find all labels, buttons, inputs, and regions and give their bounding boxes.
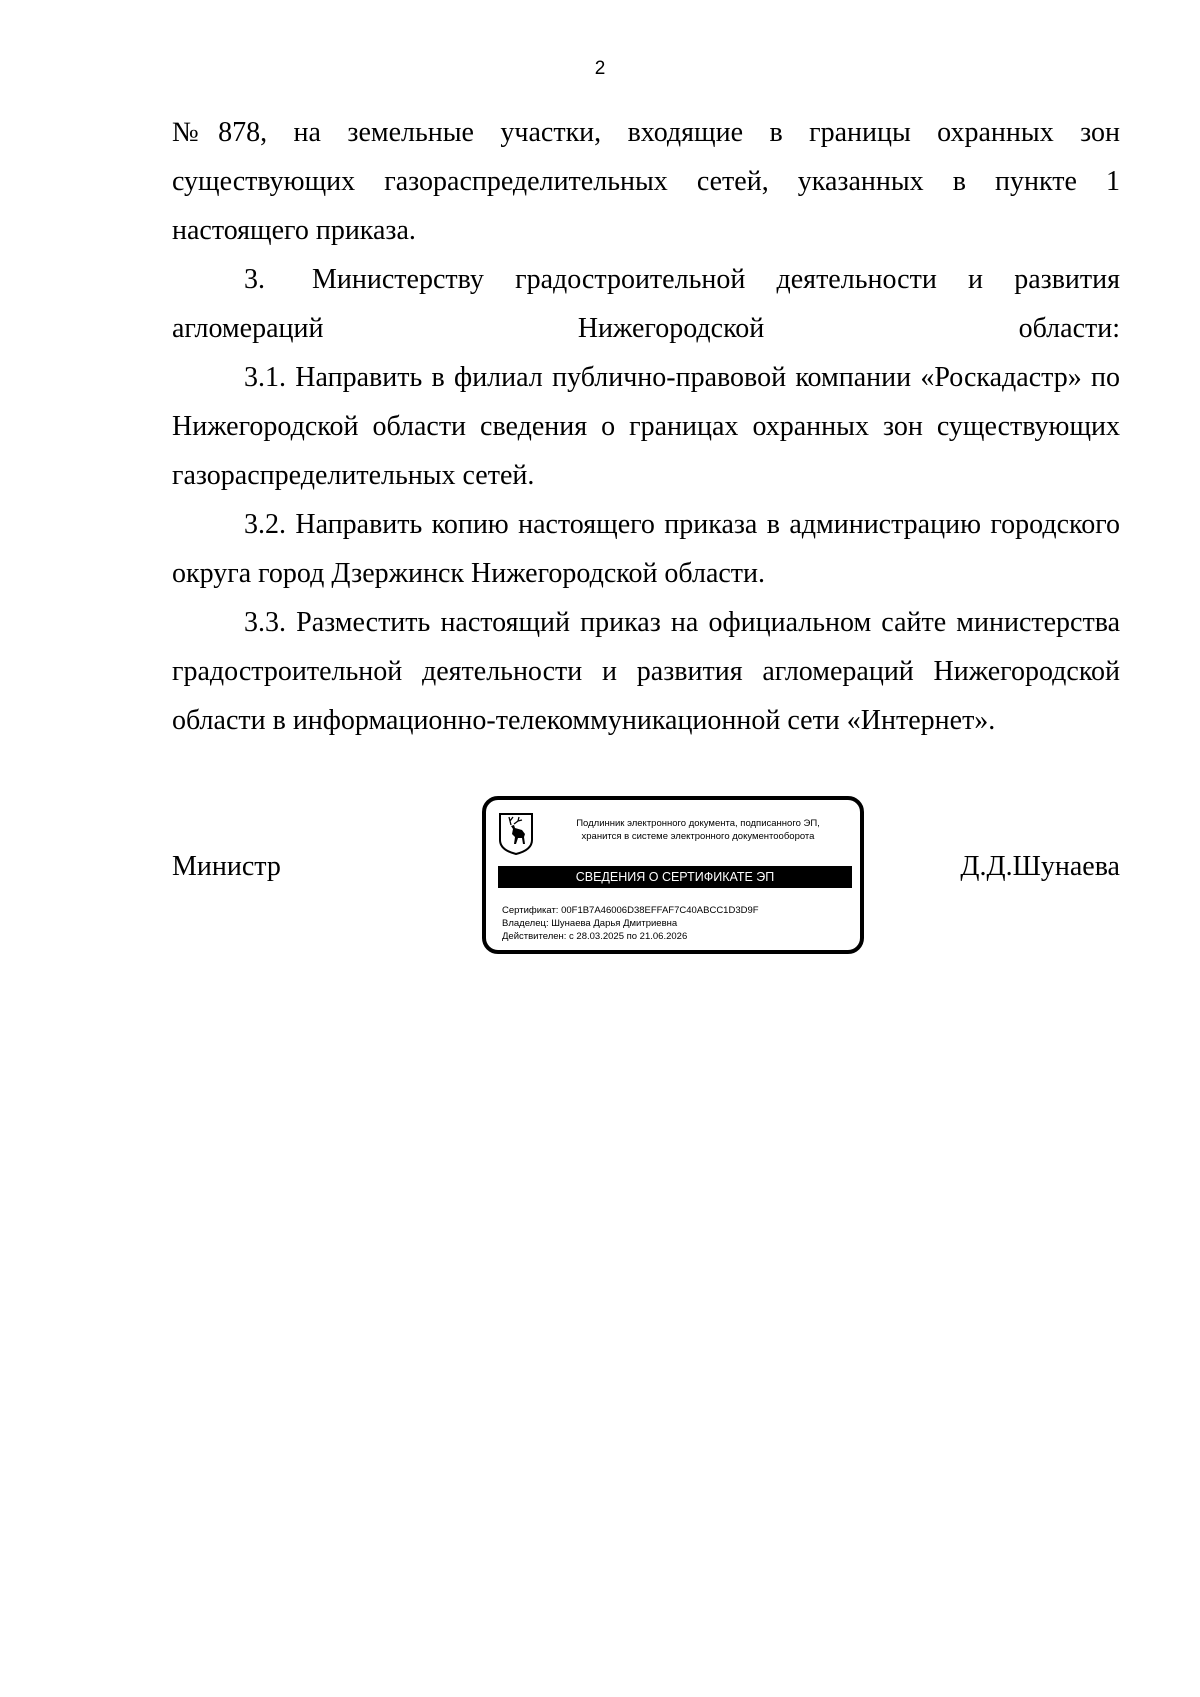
stamp-header-line-1: Подлинник электронного документа, подписанного ЭП, [576,818,820,829]
paragraph-3 [172,255,1120,353]
paragraph-continuation: №878, на земельные участки, входящие в границы охранных зон существующих газораспределительных сетей, указанных в пункте 1 настоящего приказа. [172,117,1120,246]
coat-of-arms-icon [498,812,534,856]
certificate-validity: Действителен: с 28.03.2025 по 21.06.2026 [502,931,688,942]
signatory-name: Д.Д.Шунаева [960,851,1120,882]
page-number: 2 [594,58,606,79]
stamp-header [540,817,856,843]
paragraph-3-3: 3.3. Разместить настоящий приказ на официальном сайте министерства градостроительной деятельности и развития агломераций Нижегородской области в информационно-телекоммуникационной сети «Интернет». [172,607,1120,736]
certificate-number: Сертификат: 00F1B7A46006D38EFFAF7C40ABCC1D3D9F [502,905,759,916]
paragraph-3-2: 3.2. Направить копию настоящего приказа в администрацию городского округа город Дзержинск Нижегородской области. [172,509,1120,589]
paragraph-3-text: Министерству градостроительной деятельности и развития агломераций Нижегородской области: [172,264,1120,344]
document-body [172,108,1120,745]
stamp-details [502,904,759,943]
paragraph-3-number: 3. [244,264,265,295]
stamp-header-line-2: хранится в системе электронного документооборота [581,831,815,842]
certificate-owner: Владелец: Шунаева Дарья Дмитриевна [502,918,678,929]
stamp-title-bar: СВЕДЕНИЯ О СЕРТИФИКАТЕ ЭП [498,866,852,888]
e-signature-stamp [482,796,864,954]
paragraph-3-1: 3.1. Направить в филиал публично-правовой компании «Роскадастр» по Нижегородской области сведения о границах охранных зон существующих газораспределительных сетей. [172,362,1120,491]
signatory-position: Министр [172,851,281,882]
